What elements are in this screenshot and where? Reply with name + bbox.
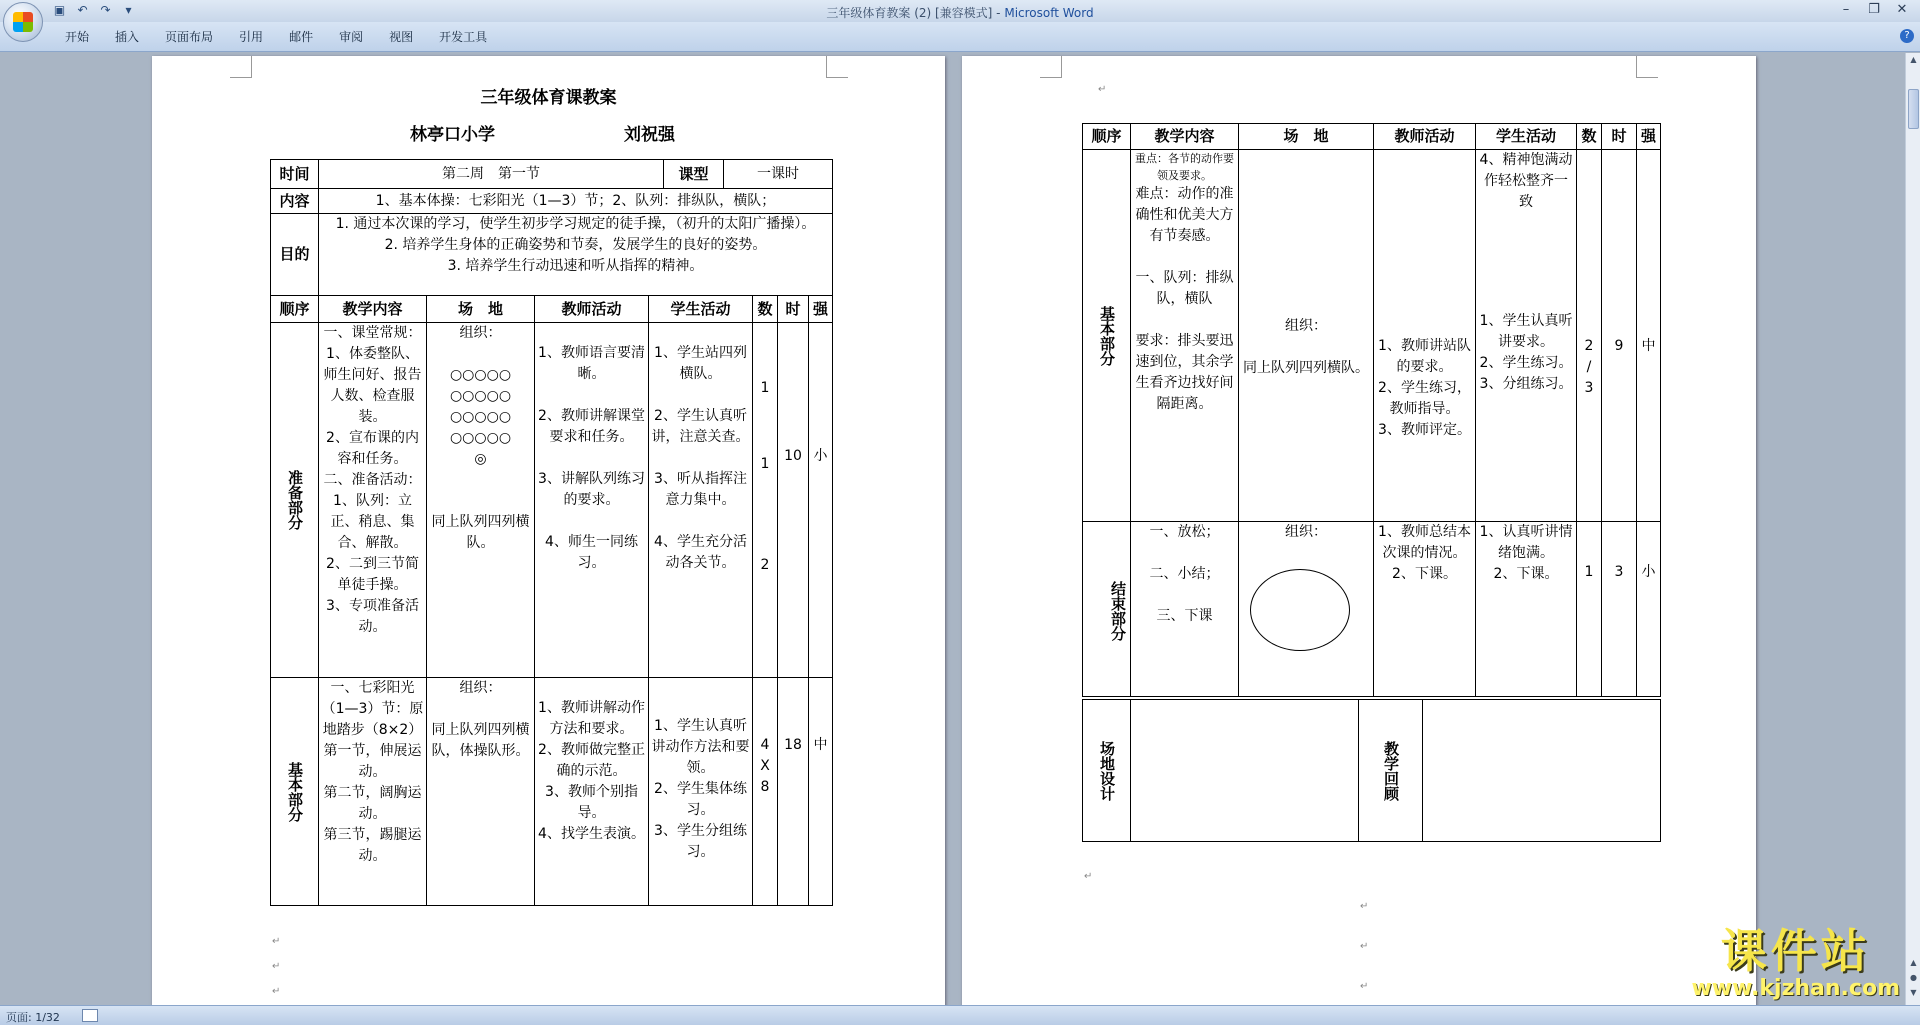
basic-time: 18 [778, 678, 809, 906]
redo-icon[interactable]: ↷ [100, 3, 111, 17]
document-title-text: 三年级体育教案 (2) [兼容模式] - [826, 6, 1001, 20]
teaching-review-label: 教学回顾 [1359, 700, 1423, 842]
undo-icon[interactable]: ↶ [77, 3, 88, 17]
margin-corner [1040, 56, 1062, 78]
scroll-up-icon[interactable]: ▲ [1910, 55, 1917, 64]
field-design-cell [1131, 700, 1359, 842]
prep-count-2: 1 [760, 456, 770, 472]
header-intensity: 强 [1637, 124, 1661, 150]
ribbon-tabs [52, 28, 500, 46]
school-name: 林亭口小学 [410, 125, 495, 145]
office-button[interactable] [3, 2, 43, 42]
site-watermark [1691, 925, 1900, 1001]
paragraph-mark: ↵ [1084, 871, 1093, 882]
content-label: 内容 [271, 189, 319, 214]
document-workspace [0, 53, 1905, 1005]
prep-time: 10 [778, 323, 809, 678]
section-basic-p2: 基本部分 [1083, 150, 1131, 522]
header-content: 教学内容 [1131, 124, 1239, 150]
lesson-title: 三年级体育课教案 [480, 88, 617, 108]
vertical-scrollbar[interactable] [1905, 53, 1920, 1005]
end-content: 一、放松； 二、小结； 三、下课 [1131, 522, 1239, 697]
paragraph-mark: ↵ [272, 961, 281, 972]
goal-item: 3. 培养学生行动迅速和听从指挥的精神。 [447, 258, 704, 274]
type-value: 一课时 [724, 160, 833, 189]
margin-corner [826, 56, 848, 78]
p2-basic-content [1131, 150, 1239, 522]
teaching-review-cell [1423, 700, 1661, 842]
watermark-name: 课件站 [1720, 924, 1871, 978]
next-page-icon[interactable]: ▼ [1910, 988, 1917, 997]
prep-count [753, 323, 778, 678]
scroll-thumb[interactable] [1908, 89, 1919, 129]
paragraph-mark: ↵ [1360, 981, 1369, 992]
prep-count-1: 1 [760, 380, 770, 396]
type-label: 课型 [664, 160, 724, 189]
tab-page-layout[interactable]: 页面布局 [165, 30, 214, 44]
basic-student: 1、学生认真听讲动作方法和要领。 2、学生集体练习。 3、学生分组练习。 [649, 678, 753, 906]
tab-references[interactable]: 引用 [239, 30, 264, 44]
prep-teacher: 1、教师语言要清晰。 2、教师讲解课堂要求和任务。 3、讲解队列练习的要求。 4、师生一同练习。 [535, 323, 649, 678]
header-content: 教学内容 [319, 296, 427, 323]
header-time: 时 [1602, 124, 1637, 150]
qat-dropdown-icon[interactable]: ▾ [125, 3, 132, 17]
help-icon[interactable]: ? [1900, 29, 1914, 43]
header-intensity: 强 [809, 296, 833, 323]
end-field-label: 组织： [1285, 524, 1327, 540]
prev-page-icon[interactable]: ▲ [1910, 958, 1917, 967]
page-1 [152, 56, 945, 1005]
header-student: 学生活动 [649, 296, 753, 323]
goal-item: 1. 通过本次课的学习，使学生初步学习规定的徒手操，（初升的太阳广播操）。 [335, 216, 816, 232]
tab-home[interactable]: 开始 [65, 30, 90, 44]
basic-field: 组织： 同上队列四列横队，体操队形。 [427, 678, 535, 906]
goal-item: 2. 培养学生身体的正确姿势和节奏，发展学生的良好的姿势。 [384, 237, 767, 253]
paragraph-mark: ↵ [1360, 941, 1369, 952]
header-field: 场 地 [1239, 124, 1374, 150]
p2-difficulty: 难点：动作的准确性和优美大方有节奏感。 一、队列：排纵队，横队 要求：排头要迅速到位，其余学生看齐边找好间隔距离。 [1135, 186, 1234, 412]
p2-basic-student [1476, 150, 1577, 522]
tab-view[interactable]: 视图 [389, 30, 414, 44]
proofing-icon[interactable] [82, 1009, 98, 1022]
margin-corner [230, 56, 252, 78]
tab-insert[interactable]: 插入 [115, 30, 140, 44]
p2-basic-time: 9 [1602, 150, 1637, 522]
time-label: 时间 [271, 160, 319, 189]
tab-review[interactable]: 审阅 [339, 30, 364, 44]
window-title [0, 4, 1920, 21]
end-student: 1、认真听讲情绪饱满。 2、下课。 [1476, 522, 1577, 697]
end-teacher: 1、教师总结本次课的情况。 2、下课。 [1374, 522, 1476, 697]
tab-mailings[interactable]: 邮件 [289, 30, 314, 44]
prep-count-3: 2 [760, 557, 770, 573]
minimize-icon[interactable]: – [1842, 2, 1850, 17]
header-student: 学生活动 [1476, 124, 1577, 150]
lesson-plan-table-p1 [270, 295, 833, 906]
basic-count: 4 X 8 [753, 678, 778, 906]
header-count: 数 [1577, 124, 1602, 150]
office-logo-icon [13, 12, 33, 32]
paragraph-mark: ↵ [272, 986, 281, 997]
tab-developer[interactable]: 开发工具 [439, 30, 488, 44]
time-value: 第二周 第一节 [319, 160, 664, 189]
prep-content: 一、课堂常规： 1、体委整队、师生问好、报告人数、检查服装。 2、宣布课的内容和任务。 二、准备活动： 1、队列：立正、稍息、集合、解散。 2、二到三节简单徒手操。 3、专项准备活动。 [319, 323, 427, 678]
section-prep: 准备部分 [271, 323, 319, 678]
basic-intensity: 中 [809, 678, 833, 906]
header-field: 场 地 [427, 296, 535, 323]
p2-key-point: 重点：各节的动作要领及要求。 [1135, 152, 1234, 182]
end-time: 3 [1602, 522, 1637, 697]
p2-basic-count: 2 / 3 [1577, 150, 1602, 522]
goal-label: 目的 [271, 214, 319, 296]
page-indicator[interactable]: 页面: 1/32 [6, 1011, 60, 1024]
p2-student-top: 4、精神饱满动作轻松整齐一致 [1479, 152, 1573, 210]
design-review-table [1082, 699, 1661, 842]
end-count: 1 [1577, 522, 1602, 697]
app-name: Microsoft Word [1004, 6, 1094, 20]
restore-icon[interactable]: ❐ [1868, 2, 1880, 17]
title-bar [0, 0, 1920, 22]
prep-intensity: 小 [809, 323, 833, 678]
basic-teacher: 1、教师讲解动作方法和要求。 2、教师做完整正确的示范。 3、教师个别指导。 4、找学生表演。 [535, 678, 649, 906]
header-order: 顺序 [1083, 124, 1131, 150]
content-value: 1、基本体操：七彩阳光（1—3）节；2、队列：排纵队，横队； [319, 189, 833, 214]
prep-field: 组织： ○○○○○ ○○○○○ ○○○○○ ○○○○○ ◎ 同上队列四列横队。 [427, 323, 535, 678]
field-diagram-circle [1250, 569, 1350, 651]
p2-basic-teacher: 1、教师讲站队的要求。 2、学生练习，教师指导。 3、教师评定。 [1374, 150, 1476, 522]
window-controls [1832, 0, 1916, 20]
teacher-name: 刘祝强 [624, 125, 675, 145]
field-design-label: 场地设计 [1083, 700, 1131, 842]
watermark-url: www.kjzhan.com [1691, 976, 1900, 1001]
p2-basic-field: 组织： 同上队列四列横队。 [1239, 150, 1374, 522]
paragraph-mark: ↵ [272, 936, 281, 947]
status-bar [0, 1005, 1920, 1025]
header-time: 时 [778, 296, 809, 323]
basic-content: 一、七彩阳光（1—3）节：原地踏步（8×2） 第一节，伸展运动。 第二节，阔胸运动。 第三节，踢腿运动。 [319, 678, 427, 906]
save-icon[interactable]: ▣ [53, 3, 66, 17]
close-icon[interactable]: ✕ [1896, 2, 1908, 17]
lesson-plan-table-p2 [1082, 123, 1661, 697]
header-teacher: 教师活动 [535, 296, 649, 323]
page-2 [962, 56, 1756, 1005]
p2-student-list: 1、学生认真听讲要求。 2、学生练习。 3、分组练习。 [1479, 313, 1573, 392]
margin-corner [1636, 56, 1658, 78]
goal-list [319, 214, 833, 296]
paragraph-mark: ↵ [1360, 901, 1369, 912]
section-end: 结束部分 [1083, 522, 1131, 697]
lesson-info-table [270, 159, 833, 296]
end-intensity: 小 [1637, 522, 1661, 697]
header-count: 数 [753, 296, 778, 323]
header-teacher: 教师活动 [1374, 124, 1476, 150]
section-basic: 基本部分 [271, 678, 319, 906]
select-browse-object-icon[interactable]: ● [1910, 973, 1917, 982]
paragraph-mark: ↵ [1098, 84, 1107, 95]
p2-basic-intensity: 中 [1637, 150, 1661, 522]
ribbon [0, 22, 1920, 52]
prep-student: 1、学生站四列横队。 2、学生认真听讲，注意关查。 3、听从指挥注意力集中。 4、学生充分活动各关节。 [649, 323, 753, 678]
header-order: 顺序 [271, 296, 319, 323]
